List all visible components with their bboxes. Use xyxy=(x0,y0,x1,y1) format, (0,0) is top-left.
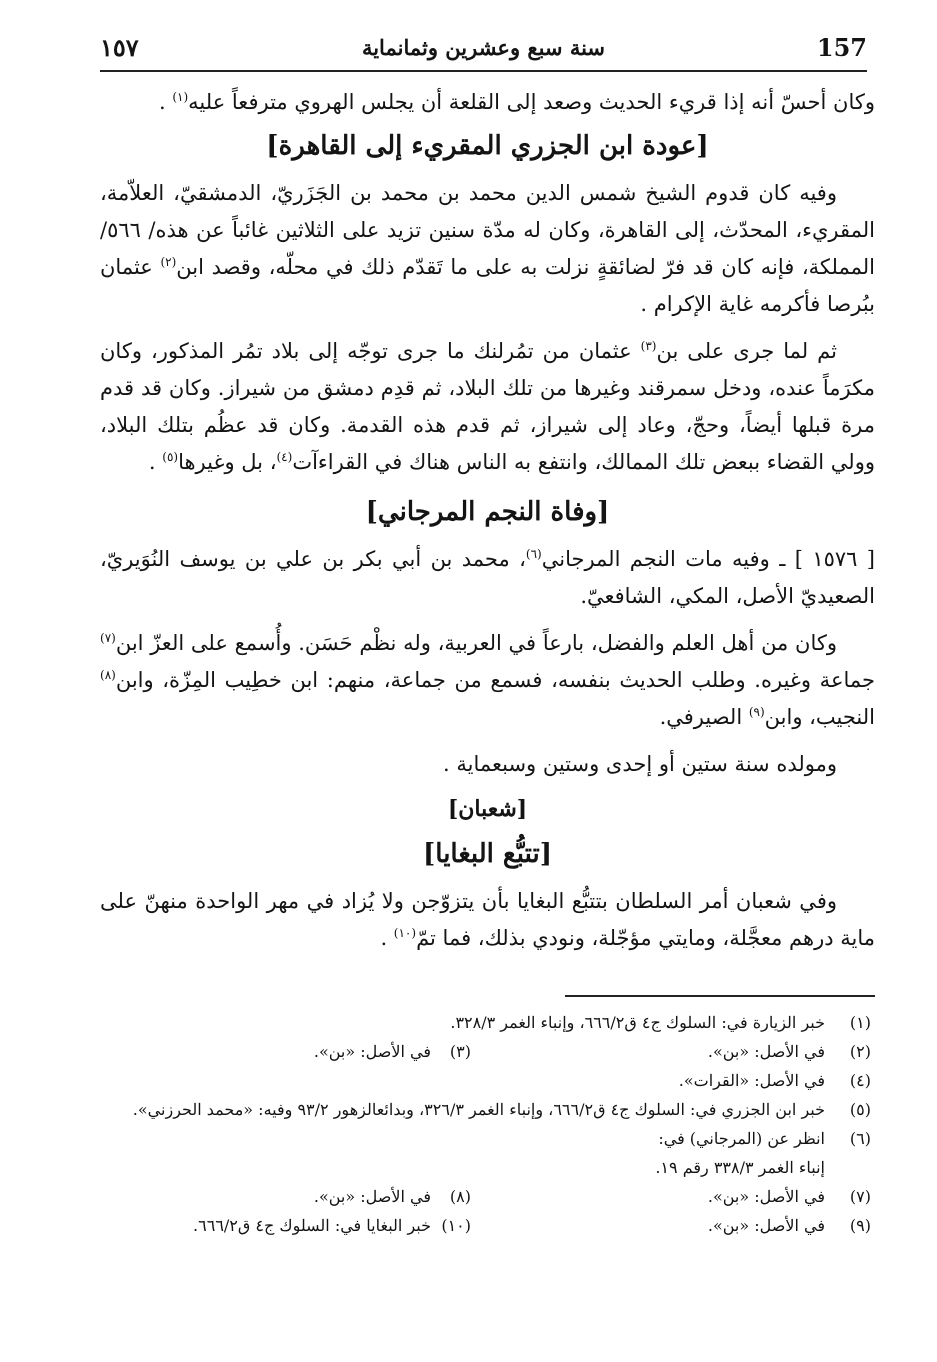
paragraph-visit: وكان أحسّ أنه إذا قريء الحديث وصعد إلى القلعة أن يجلس الهروي مترفعاً عليه$^{(١)}$ . xyxy=(158,90,875,114)
main-text xyxy=(100,84,875,957)
footnote-ref-10: (١٠) xyxy=(393,926,417,940)
footnote-9: (٩) في الأصل: «بن». xyxy=(707,1216,871,1235)
paragraph-ibn-jazari-travels: ثم لما جرى على بن$^{(٣)}$ عثمان من تمُرلنك ما جرى توجّه إلى بلاد تمُر المذكور، وكان مكرَماً عنده، ودخل سمرقند وغيرها من تلك البلاد، ثم قدِم دمشق من شيراز. وكان قد قدم مرة قبلها أيضاً، وحجّ، وعاد إلى شيراز، ثم قدم هذه القدمة. وكان قد عظُم بتلك البلاد، وولي القضاء ببعض تلك الممالك، وانتفع به الناس هناك في القراءآت$^{(٤)}$، بل وغيرها$^{(٥)}$ . xyxy=(100,339,875,474)
section-heading-marjani: [وفاة النجم المرجاني] xyxy=(365,497,610,527)
footnote-ref-3: (٣) xyxy=(640,339,657,353)
footnote-ref-5: (٥) xyxy=(162,450,179,464)
footnote-row-7-8 xyxy=(100,1182,871,1211)
footnote-ref-8: (٨) xyxy=(100,668,116,682)
footnote-ref-9: (٩) xyxy=(748,705,765,719)
footnote-ref-7: (٧) xyxy=(100,631,116,645)
paragraph-shaban-decree: وفي شعبان أمر السلطان بتتبُّع البغايا بأن يتزوّجن ولا يُزاد في مهر الواحدة منهنّ على ماية درهم معجَّلة، ومايتي مؤجّلة، ونودي بذلك، فما تمّ$^{(١٠)}$ . xyxy=(100,889,875,950)
footnote-ref-4: (٤) xyxy=(276,450,293,464)
paragraph-ibn-jazari-arrival: وفيه كان قدوم الشيخ شمس الدين محمد بن محمد بن الجَزَريّ، الدمشقيّ، العلاّمة، المقريء، المحدّث، إلى القاهرة، وكان له مدّة سنين تزيد على الثلاثين غائباً عن هذه/ ٥٦٦/ المملكة، فإنه كان قد فرّ لضائقةٍ نزلت به على ما تَقدّم ذلك في محلّه، وقصد ابن$^{(٢)}$ عثمان ببُرصا فأكرمه غاية الإكرام . xyxy=(100,181,875,316)
footnotes xyxy=(100,1008,871,1240)
footnote-2: (٢) في الأصل: «بن». xyxy=(707,1042,871,1061)
paragraph-marjani-birth: ومولده سنة ستين أو إحدى وستين وسبعماية . xyxy=(442,752,837,776)
footnote-5: (٥) خبر ابن الجزري في: السلوك ج٤ ق٦٦٦/٢، وإنباء الغمر ٣٢٦/٣، وبدائعالزهور ٩٣/٢ وفيه: «محمد الحرزني». xyxy=(132,1100,871,1119)
page-number-latin: 157 xyxy=(816,33,867,62)
footnote-8: (٨) في الأصل: «بن». xyxy=(313,1187,471,1206)
footnote-ref-2: (٢) xyxy=(160,255,177,269)
section-heading-ibn-jazari: [عودة ابن الجزري المقريء إلى القاهرة] xyxy=(266,131,709,161)
footnote-row-9-10 xyxy=(100,1211,871,1240)
section-heading-shaban: [شعبان] xyxy=(447,796,528,822)
footnote-10: (١٠) خبر البغايا في: السلوك ج٤ ق٦٦٦/٢. xyxy=(193,1216,471,1235)
footnote-1: (١) خبر الزيارة في: السلوك ج٤ ق٦٦٦/٢، وإنباء الغمر ٣٢٨/٣. xyxy=(450,1013,871,1032)
footnote-7: (٧) في الأصل: «بن». xyxy=(707,1187,871,1206)
page-header xyxy=(100,30,867,66)
paragraph-marjani-death: [ ١٥٧٦ ] ـ وفيه مات النجم المرجاني$^{(٦)}$، محمد بن أبي بكر بن علي بن يوسف النُوَيريّ، الصعيديّ الأصل، المكي، الشافعيّ. xyxy=(100,547,876,608)
footnote-6: (٦) انظر عن (المرجاني) في: إنباء الغمر ٣٣٨/٣ رقم ١٩. xyxy=(655,1129,871,1177)
footnote-separator xyxy=(565,995,875,997)
paragraph-marjani-scholarship: وكان من أهل العلم والفضل، بارعاً في العربية، وله نظْم حَسَن. وأُسمع على العزّ ابن$^{(٧)}$ جماعة وغيره. وطلب الحديث بنفسه، فسمع من جماعة، منهم: ابن خطِيب المِزّة، وابن$^{(٨)}$ النجيب، وابن$^{(٩)}$ الصيرفي. xyxy=(100,631,875,729)
entry-number: [ ١٥٧٦ ] xyxy=(794,547,876,571)
footnote-3: (٣) في الأصل: «بن». xyxy=(313,1042,471,1061)
page-number-arabic: ١٥٧ xyxy=(100,33,139,62)
footnote-ref-1: (١) xyxy=(172,90,189,104)
header-rule xyxy=(100,70,867,72)
running-title: سنة سبع وعشرين وثمانماية xyxy=(361,35,606,60)
footnote-4: (٤) في الأصل: «القرات». xyxy=(678,1071,871,1090)
section-heading-prostitutes: [تتبُّع البغايا] xyxy=(422,839,553,869)
footnote-row-2-3 xyxy=(100,1037,871,1066)
footnote-ref-6: (٦) xyxy=(525,547,542,561)
